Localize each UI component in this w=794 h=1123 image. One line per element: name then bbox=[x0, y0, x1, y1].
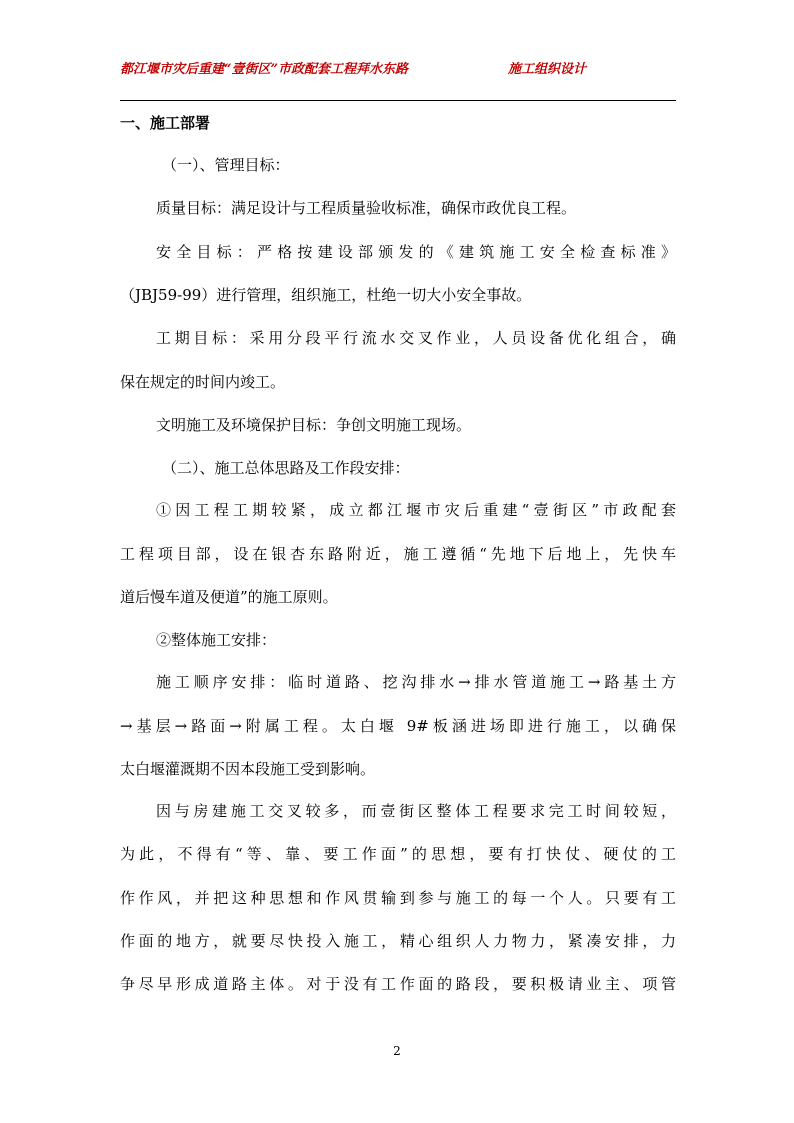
header-project-title: 都江堰市灾后重建“壹街区”市政配套工程拜水东路 bbox=[120, 62, 408, 77]
header-rule bbox=[120, 100, 676, 101]
paragraph-line: 因与房建施工交叉较多，而壹街区整体工程要求完工时间较短， bbox=[156, 802, 676, 820]
paragraph-line: ②整体施工安排： bbox=[156, 631, 277, 649]
paragraph-line: 工程项目部，设在银杏东路附近，施工遵循“先地下后地上，先快车 bbox=[120, 545, 676, 563]
paragraph-line: →基层→路面→附属工程。太白堰 9#板涵进场即进行施工，以确保 bbox=[120, 717, 676, 735]
paragraph-line: 争尽早形成道路主体。对于没有工作面的路段，要积极请业主、项管 bbox=[120, 975, 676, 993]
paragraph-line: 工期目标：采用分段平行流水交叉作业，人员设备优化组合，确 bbox=[156, 329, 676, 347]
page-header bbox=[120, 58, 676, 82]
paragraph-line: （JBJ59-99）进行管理，组织施工，杜绝一切大小安全事故。 bbox=[120, 286, 532, 304]
subheading: （一）、管理目标： bbox=[162, 156, 290, 174]
header-document-title: 施工组织设计 bbox=[508, 62, 587, 77]
paragraph-line: 作作风，并把这种思想和作风贯输到参与施工的每一个人。只要有工 bbox=[120, 889, 676, 907]
page-number: 2 bbox=[393, 1044, 401, 1058]
paragraph-line: 作面的地方，就要尽快投入施工，精心组织人力物力，紧凑安排，力 bbox=[120, 932, 676, 950]
paragraph-line: 保在规定的时间内竣工。 bbox=[120, 373, 286, 391]
paragraph-line: 道后慢车道及便道”的施工原则。 bbox=[120, 588, 338, 606]
paragraph-line: 太白堰灌溉期不因本段施工受到影响。 bbox=[120, 760, 376, 778]
section-heading: 一、施工部署 bbox=[120, 114, 211, 132]
paragraph-line: 质量目标：满足设计与工程质量验收标准，确保市政优良工程。 bbox=[156, 199, 577, 217]
paragraph-line: 为此，不得有“等、靠、要工作面”的思想，要有打快仗、硬仗的工 bbox=[120, 845, 676, 863]
paragraph-line: 安全目标：严格按建设部颁发的《建筑施工安全检查标准》 bbox=[156, 243, 676, 261]
paragraph-line: 文明施工及环境保护目标：争创文明施工现场。 bbox=[156, 416, 472, 434]
paragraph-line: ①因工程工期较紧，成立都江堰市灾后重建“壹街区”市政配套 bbox=[156, 501, 676, 519]
paragraph-line: 施工顺序安排：临时道路、挖沟排水→排水管道施工→路基土方 bbox=[156, 673, 676, 691]
subheading: （二）、施工总体思路及工作段安排： bbox=[162, 459, 410, 477]
